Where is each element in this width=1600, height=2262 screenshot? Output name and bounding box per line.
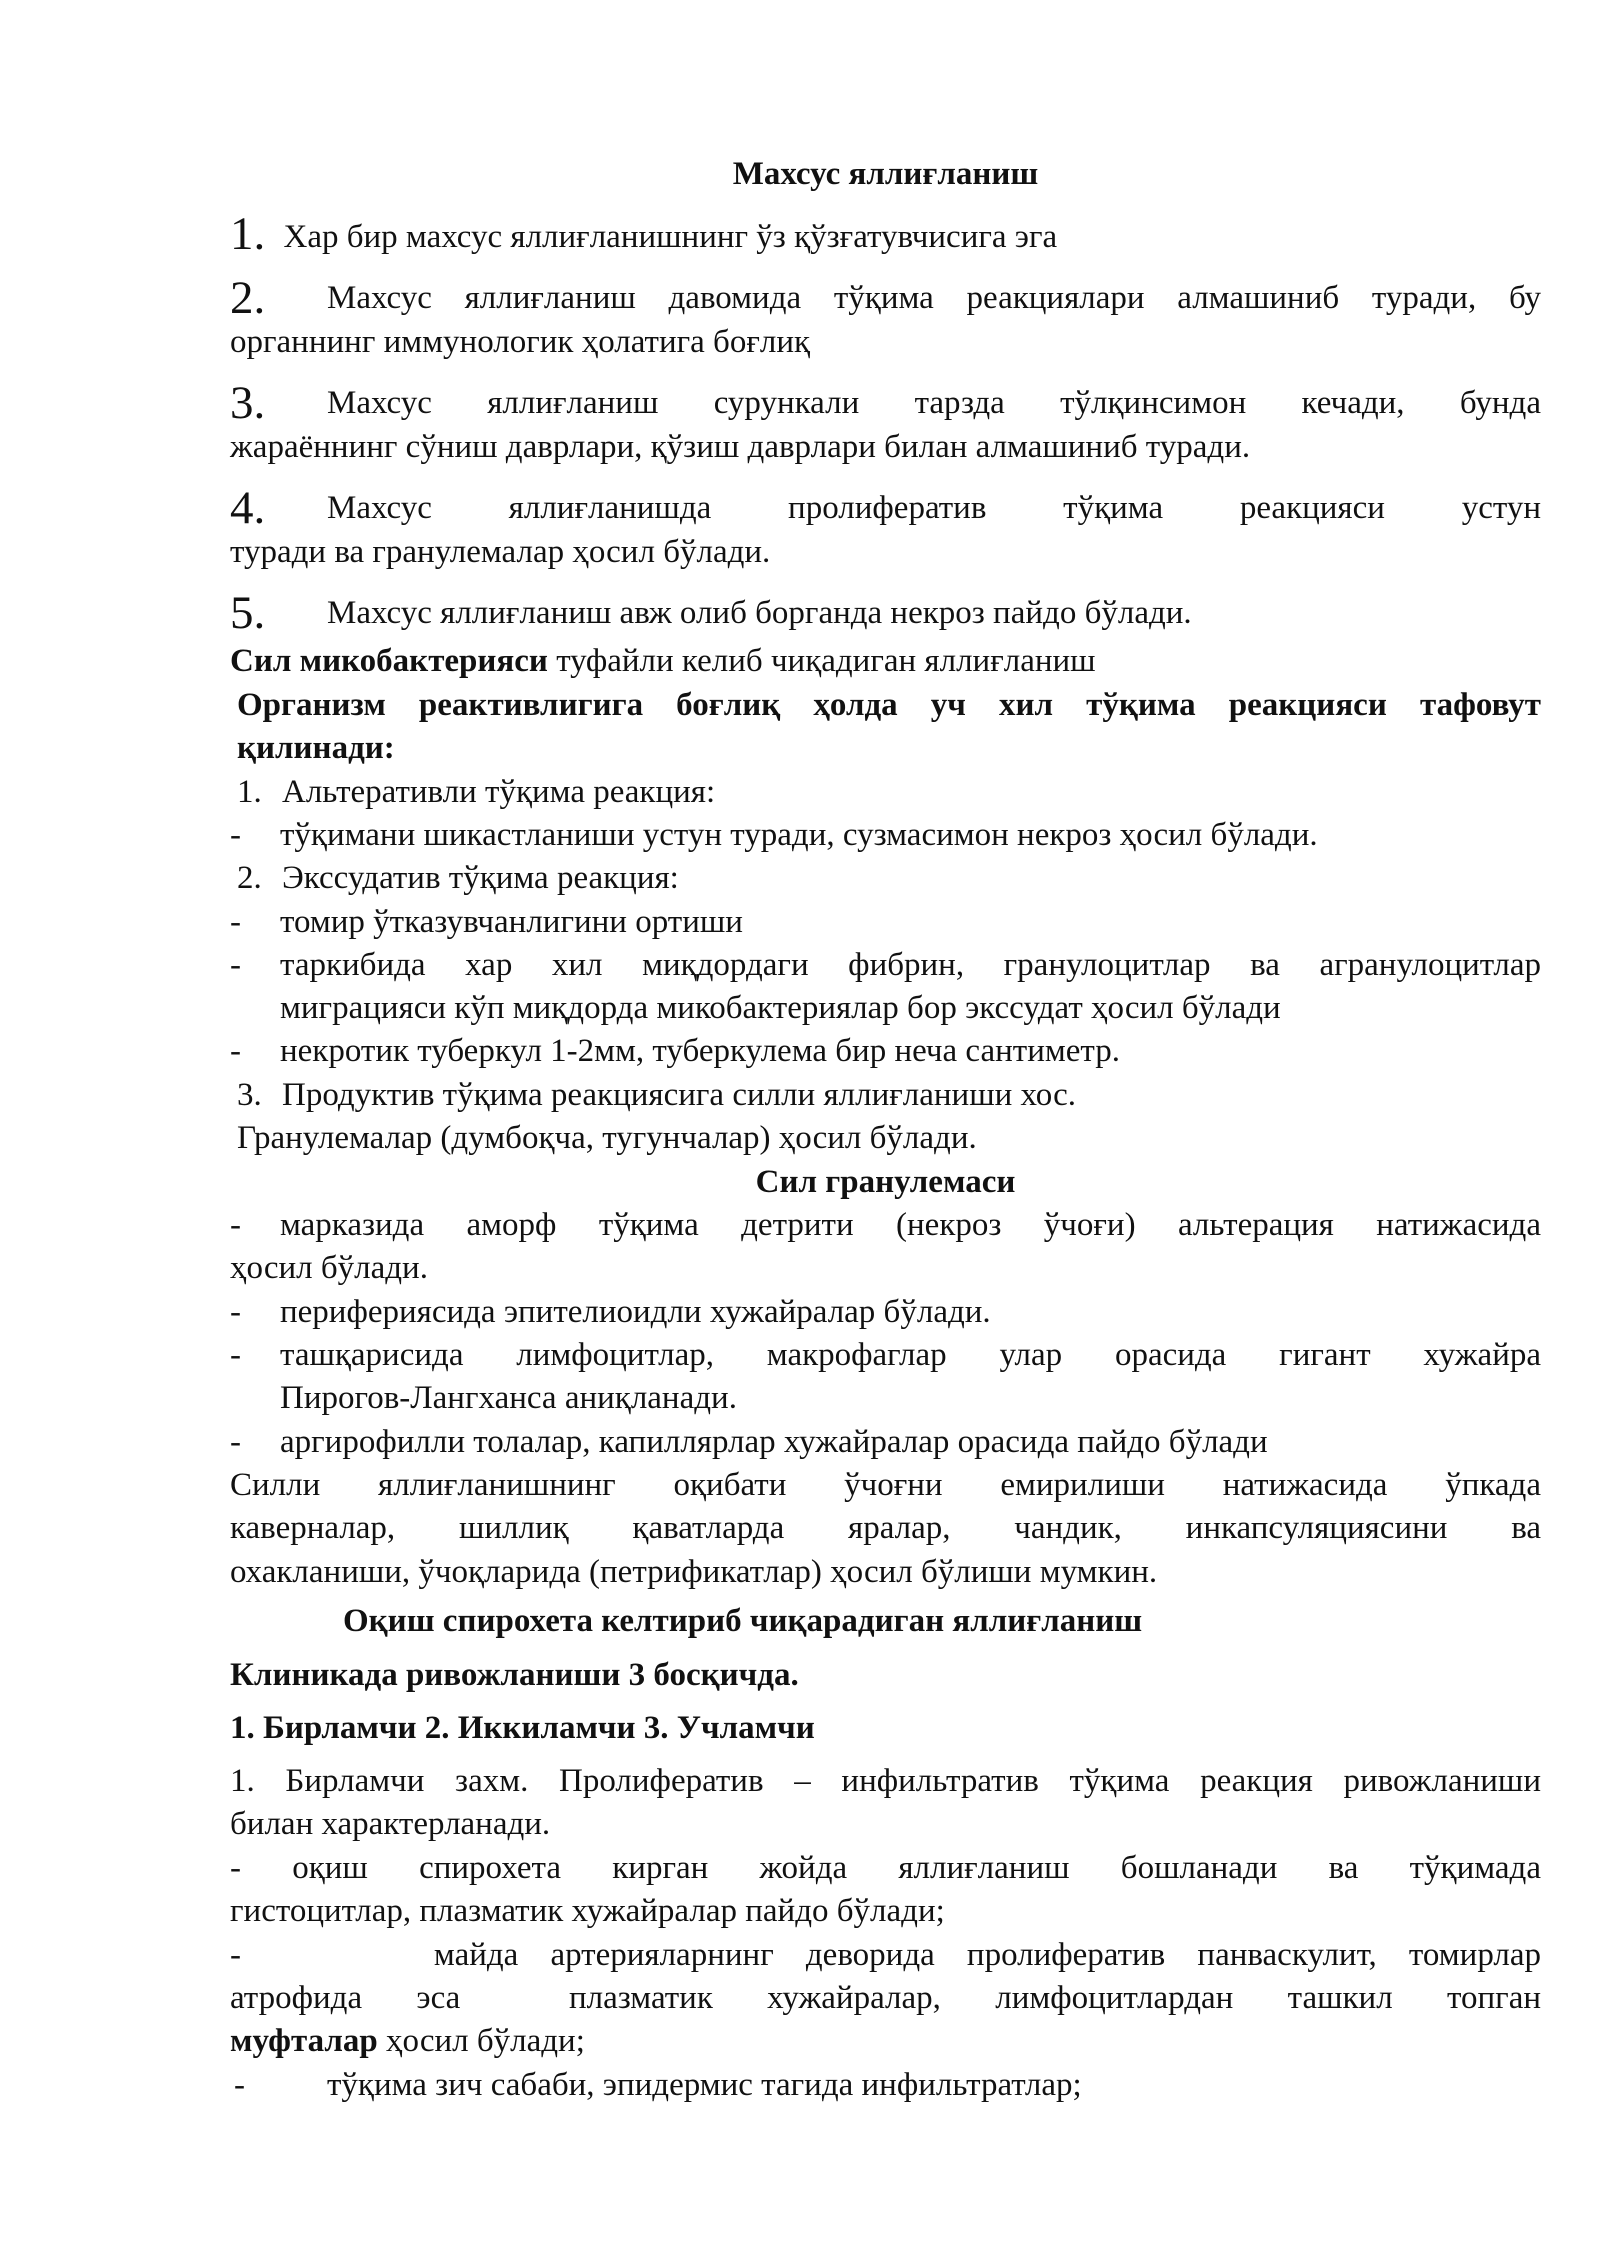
spirochete-bullet-1-line1: - оқиш спирохета кирган жойда яллиғланиш бошланади ва тўқимада: [230, 1850, 1541, 1886]
dash: -: [230, 904, 241, 940]
bullet-text: таркибида хар хил миқдордаги фибрин, гранулоцитлар ва агранулоцитлар: [280, 947, 1541, 983]
reaction-2-bullet-1: [230, 901, 1541, 943]
reaction-3-cont: Гранулемалар (думбоқча, тугунчалар) ҳосил бўлади.: [237, 1120, 977, 1156]
spirochete-bullet-2-line1: - майда артерияларнинг деворида пролифератив панваскулит, томирлар: [230, 1937, 1541, 1973]
reaction-title: Продуктив тўқима реакциясига силли яллиғланиши хос.: [282, 1077, 1076, 1113]
reaction-number: 1.: [237, 774, 262, 810]
item-number: 1.: [230, 208, 266, 260]
reaction-number: 3.: [237, 1077, 262, 1113]
item-text: Махсус яллиғланиш давомида тўқима реакциялари алмашиниб туради, бу: [327, 280, 1541, 316]
intro-item-1: [230, 208, 1541, 260]
reaction-3: [237, 1074, 1541, 1116]
item-text: Хар бир махсус яллиғланишнинг ўз қўзғатувчисига эга: [283, 219, 1058, 255]
bullet-text: периферияcида эпителиоидли хужайралар бўлади.: [280, 1294, 991, 1330]
reaction-number: 2.: [237, 860, 262, 896]
intro-item-4-cont: туради ва гранулемалар ҳосил бўлади.: [230, 534, 771, 570]
sil-heading-line2: қилинади:: [237, 730, 395, 766]
sil-lead-rest: туфайли келиб чиқадиган яллиғланиш: [547, 643, 1096, 679]
item-number: 5.: [230, 587, 266, 639]
intro-item-4: [230, 482, 1541, 534]
granuloma-bullet-4: [230, 1421, 1541, 1463]
item-number: 4.: [230, 482, 266, 534]
granuloma-bullet-3-cont: Пирогов-Лангханса аниқланади.: [280, 1380, 737, 1416]
granuloma-outcome-line3: охакланиши, ўчоқларида (петрификатлар) ҳосил бўлиши мумкин.: [230, 1554, 1158, 1590]
clinical-stages-intro: Клиникада ривожланиши 3 босқичда.: [230, 1657, 799, 1693]
bullet-text: ташқарисида лимфоцитлар, макрофаглар улар орасида гигант хужайра: [280, 1337, 1541, 1373]
reaction-2-bullet-2-cont: миграцияси кўп миқдорда микобактериялар бор экссудат ҳосил бўлади: [280, 990, 1281, 1026]
sil-lead-bold: Сил микобактерияси: [230, 643, 548, 679]
granuloma-bullet-1: [230, 1204, 1541, 1246]
granuloma-heading: Сил гранулемаси: [755, 1164, 1016, 1200]
dash: -: [230, 1337, 241, 1373]
mufta-term: муфталар: [230, 2023, 378, 2059]
dash: -: [230, 1207, 241, 1243]
reaction-2-bullet-2: [230, 944, 1541, 986]
dash: -: [230, 1294, 241, 1330]
item-text: Махсус яллиғланиш авж олиб борганда некроз пайдо бўлади.: [327, 595, 1192, 631]
bullet-text: марказида аморф тўқима детрити (некроз ўчоғи) альтерация натижасида: [280, 1207, 1541, 1243]
item-number: 3.: [230, 377, 266, 429]
item-text: Махсус яллиғланишда пролифератив тўқима реакцияси устун: [327, 490, 1541, 526]
stages-list: 1. Бирламчи 2. Иккиламчи 3. Учламчи: [230, 1710, 815, 1746]
reaction-1-bullet: [230, 814, 1541, 856]
reaction-2-bullet-3: [230, 1030, 1541, 1072]
reaction-title: Экссудатив тўқима реакция:: [282, 860, 679, 896]
intro-item-5: [230, 587, 1541, 639]
reaction-title: Альтеративли тўқима реакция:: [282, 774, 716, 810]
granuloma-bullet-1-cont: ҳосил бўлади.: [230, 1250, 428, 1286]
bullet-text: аргирофилли толалар, капиллярлар хужайралар орасида пайдо бўлади: [280, 1424, 1268, 1460]
item-text: Махсус яллиғланиш сурункали тарзда тўлқинсимон кечади, бунда: [327, 385, 1541, 421]
sil-lead: [230, 640, 1541, 682]
dash: -: [230, 947, 241, 983]
spirochete-heading: Оқиш спирохета келтириб чиқарадиган яллиғланиш: [343, 1603, 1143, 1639]
primary-syphilis-line2: билан характерланади.: [230, 1806, 551, 1842]
dash: -: [230, 817, 241, 853]
dash: -: [234, 2067, 245, 2103]
granuloma-bullet-2: [230, 1291, 1541, 1333]
granuloma-outcome-line1: Силли яллиғланишнинг оқибати ўчоғни емирилиши натижасида ўпкада: [230, 1467, 1541, 1503]
spirochete-bullet-1-line2: гистоцитлар, плазматик хужайралар пайдо бўлади;: [230, 1893, 945, 1929]
item-number: 2.: [230, 272, 266, 324]
bullet-text: тўқимани шикастланиши устун туради, сузмасимон некроз ҳосил бўлади.: [280, 817, 1318, 853]
granuloma-outcome-line2: каверналар, шиллиқ қаватларда яралар, чандик, инкапсуляциясини ва: [230, 1510, 1541, 1546]
primary-syphilis-line1: 1. Бирламчи захм. Пролифератив – инфильтратив тўқима реакция ривожланиши: [230, 1763, 1541, 1799]
bullet-text: томир ўтказувчанлигини ортиши: [280, 904, 743, 940]
mufta-rest: ҳосил бўлади;: [377, 2023, 585, 2059]
bullet-text: тўқима зич сабаби, эпидермис тагида инфильтратлар;: [327, 2067, 1082, 2103]
spirochete-bullet-3: [230, 2064, 1541, 2106]
reaction-1: [237, 771, 1541, 813]
intro-item-3: [230, 377, 1541, 429]
dash: -: [230, 1033, 241, 1069]
spirochete-bullet-2-line3: [230, 2020, 1541, 2062]
intro-item-3-cont: жараённинг сўниш даврлари, қўзиш даврлари билан алмашиниб туради.: [230, 429, 1251, 465]
intro-item-2-cont: органнинг иммунологик ҳолатига боғлиқ: [230, 324, 811, 360]
granuloma-bullet-3: [230, 1334, 1541, 1376]
reaction-2: [237, 857, 1541, 899]
bullet-text: некротик туберкул 1-2мм, туберкулема бир неча сантиметр.: [280, 1033, 1120, 1069]
intro-item-2: [230, 272, 1541, 324]
dash: -: [230, 1424, 241, 1460]
page-title: Махсус яллиғланиш: [732, 156, 1039, 192]
spirochete-bullet-2-line2: атрофида эса плазматик хужайралар, лимфоцитлардан ташкил топган: [230, 1980, 1541, 2016]
sil-heading-line1: Организм реактивлигига боғлиқ ҳолда уч хил тўқима реакцияси тафовут: [237, 687, 1541, 723]
